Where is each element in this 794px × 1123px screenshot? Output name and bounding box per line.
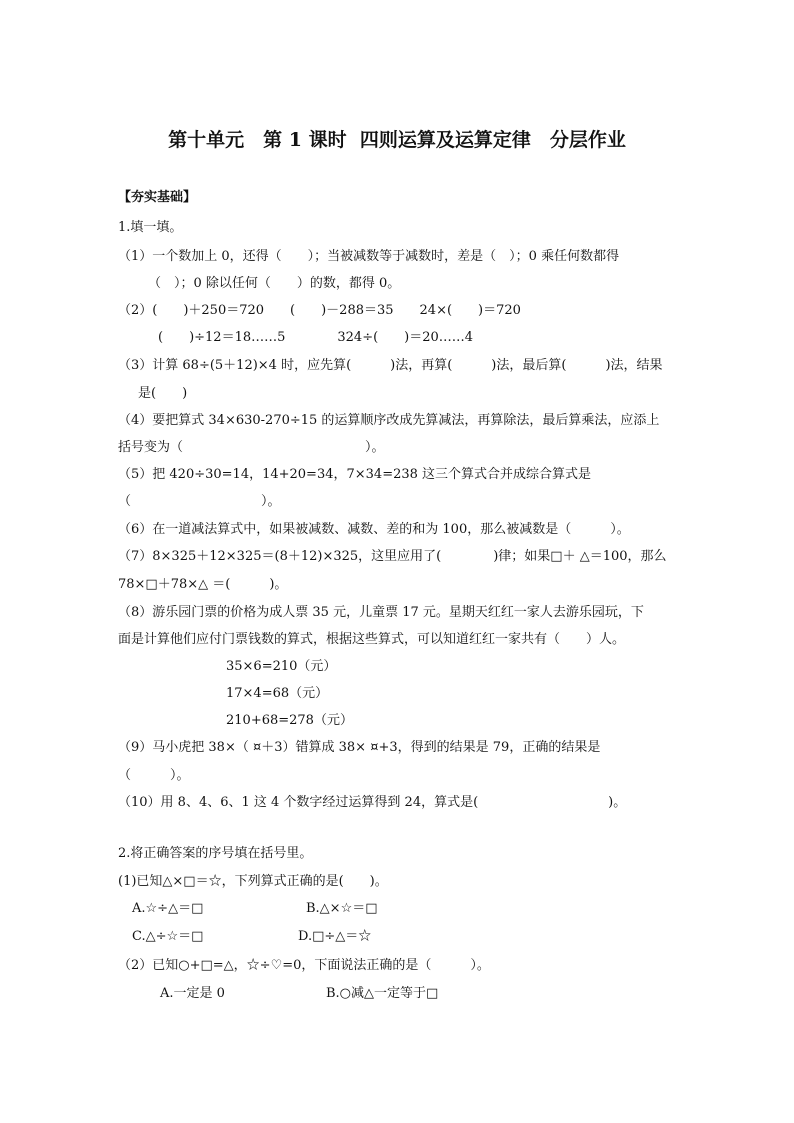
q1-item-9-line-2: （ ）。 <box>118 768 190 783</box>
q1-item-4-line-1: （4）要把算式 34×630-270÷15 的运算顺序改成先算减法，再算除法，最后算乘法，应添上 <box>118 413 660 428</box>
q1-item-8-line-1: （8）游乐园门票的价格为成人票 35 元，儿童票 17 元。星期天红红一家人去游乐园玩，下 <box>118 605 644 620</box>
q1-item-7-line-1: （7）8×325＋12×325＝(8＋12)×325，这里应用了( )律；如果□＋ △＝100，那么 <box>118 549 667 564</box>
q1-item-7-line-2: 78×□＋78×△ ＝( )。 <box>118 577 288 592</box>
q1-item-2-line-2: ( )÷12＝18……5 324÷( )＝20……4 <box>158 330 474 345</box>
q2-item-1-option-d: D.□÷△＝☆ <box>298 929 372 944</box>
q1-item-4-line-2: 括号变为（ ）。 <box>118 440 385 455</box>
q1-item-9-line-1: （9）马小虎把 38×（ ¤＋3）错算成 38× ¤+3，得到的结果是 79，正确的结果是 <box>118 740 601 755</box>
q1-item-6: （6）在一道减法算式中，如果被减数、减数、差的和为 100，那么被减数是（ ）。 <box>118 522 630 537</box>
section-heading: 【夯实基础】 <box>118 190 197 205</box>
q2-item-1-option-b: B.△×☆＝□ <box>306 901 378 916</box>
q1-item-8-line-2: 面是计算他们应付门票钱数的算式，根据这些算式，可以知道红红一家共有（ ）人。 <box>118 632 626 647</box>
q2-item-1: (1)已知△×□＝☆，下列算式正确的是( )。 <box>118 874 388 889</box>
q1-item-3-line-1: （3）计算 68÷(5＋12)×4 时，应先算( )法，再算( )法，最后算( )法，结果 <box>118 358 663 373</box>
q1-item-8-formula-3: 210+68=278（元） <box>226 713 353 728</box>
q2-item-2-option-a: A.一定是 0 <box>160 986 225 1001</box>
q2-item-1-option-a: A.☆÷△＝□ <box>132 901 204 916</box>
q1-item-5-line-2: （ ）。 <box>118 494 281 509</box>
q1-item-10: （10）用 8、4、6、1 这 4 个数字经过运算得到 24，算式是( )。 <box>118 795 627 810</box>
q2-item-2: （2）已知○+□=△，☆÷♡=0，下面说法正确的是（ ）。 <box>118 958 490 973</box>
page-title: 第十单元 第 1 课时 四则运算及运算定律 分层作业 <box>168 129 626 151</box>
q1-item-8-formula-1: 35×6=210（元） <box>226 659 337 674</box>
q1-item-1-line-2: （ ）；0 除以任何（ ）的数，都得 0。 <box>148 276 401 291</box>
q1-item-5-line-1: （5）把 420÷30=14，14+20=34，7×34=238 这三个算式合并成综合算式是 <box>118 467 592 482</box>
q1-item-8-formula-2: 17×4=68（元） <box>226 686 329 701</box>
question-2-heading: 2.将正确答案的序号填在括号里。 <box>118 846 313 861</box>
q1-item-3-line-2: 是( ) <box>138 386 188 401</box>
q1-item-2-line-1: （2）( )＋250＝720 ( )－288＝35 24×( )＝720 <box>118 303 521 318</box>
q2-item-2-option-b: B.○减△一定等于□ <box>326 986 439 1001</box>
q2-item-1-option-c: C.△÷☆＝□ <box>132 929 204 944</box>
q1-item-1-line-1: （1）一个数加上 0，还得（ ）；当被减数等于减数时，差是（ ）；0 乘任何数都得 <box>118 249 620 264</box>
question-1-heading: 1.填一填。 <box>118 220 183 235</box>
